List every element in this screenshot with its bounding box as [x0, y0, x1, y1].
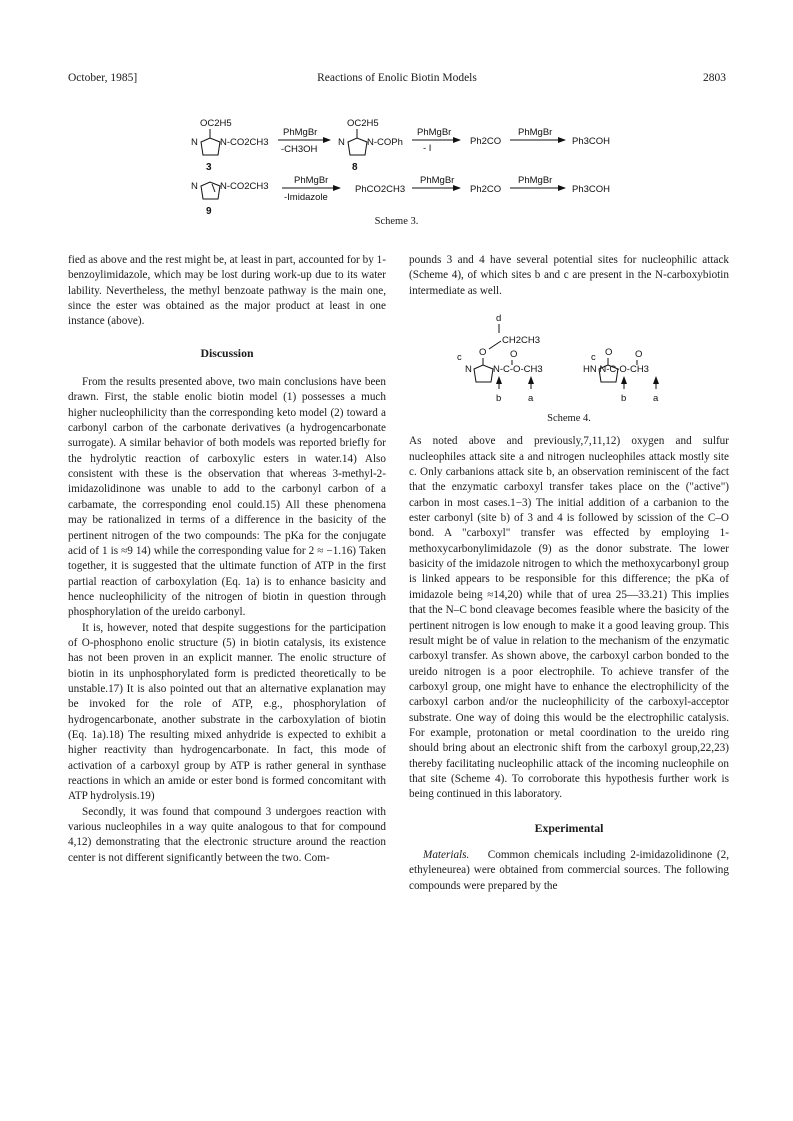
cmpd3-number: 3 — [206, 162, 212, 173]
left-column — [68, 253, 386, 866]
right-column — [409, 253, 729, 894]
site-label-a: a — [653, 393, 659, 405]
cmpd3-ring-substituent: N-CO2CH3 — [220, 137, 269, 148]
section-heading-experimental: Experimental — [534, 820, 604, 835]
svg-text:N: N — [191, 137, 198, 148]
left-ester-chain: N-C-O-CH3 — [493, 364, 543, 376]
product-label: Ph2CO — [470, 184, 502, 195]
paragraph: Secondly, it was found that compound 3 undergoes reaction with various nucleophiles in a way quite analogous to that for compound 4,12) demonstrating that the electronic structure around the reaction center is not different significantly between the two. Com- — [68, 805, 386, 864]
subsection-label: Materials. — [423, 848, 470, 861]
site-label-d: d — [496, 313, 502, 325]
ethyl-group: CH2CH3 — [502, 335, 541, 347]
product-label: Ph2CO — [470, 136, 502, 147]
right-ester-chain: HN N-C-O-CH3 — [583, 364, 649, 376]
svg-text:N: N — [338, 137, 345, 148]
site-label-c: c — [457, 352, 462, 364]
section-heading-discussion: Discussion — [200, 345, 254, 360]
paragraph-text: Common chemicals including 2-imidazolidinone (2, ethyleneurea) were obtained from commercial sources. The following compounds were prepared by the — [409, 848, 729, 892]
paragraph: From the results presented above, two main conclusions have been drawn. First, the stable enolic biotin model (1) possesses a much higher nucleophilicity than the corresponding keto model (2) toward a carbonyl carbon of the carbonate derivatives (a hydrogencarbonate surrogate). A similar behavior of both models was reported briefly for the hydrolytic reaction of carboxylic esters in water.14) Also consistent with these is the observation that whereas 3-methyl-2-imidazolidinone was unable to add to the carbonyl carbon of a carbamate, the corresponding enol could.15) All these phenomena may be rationalized in terms of a difference in the basicity of the pertinent nitrogen of the two compounds: The pKa for the conjugate acid of 1 is ≈9 14) while the corresponding value for 2 ≈ −1.16) Taken together, it is suggested that the ultimate function of ATP in the first partial reaction of carboxylation (Eq. 1a) is to enhance basicity and hence nucleophilicity of the nitrogen of biotin in question through phosphorylation of the ureido carbonyl. — [68, 376, 386, 619]
cmpd8-ring-substituent: N-COPh — [367, 137, 403, 148]
site-label-a: a — [528, 393, 534, 405]
paragraph: As noted above and previously,7,11,12) oxygen and sulfur nucleophiles attack site a and nitrogen nucleophiles attack mostly site c. Only carbanions attack site b, an observation reminiscent of the fact that the enzymatic carboxyl transfer takes place on the ("active") carbon in most cases.1−3) The initial addition of a carbanion to the ester carbonyl (site b) of 3 and 4 is followed by scission of the C–O bond. A "carboxyl" transfer was effected by employing 1-methoxycarbonylimidazole (9) as the donor substrate. The lower basicity of the imidazole nitrogen to which the methoxycarbonyl group is linked appears to be responsible for this difference; the pKa of imidazole being ≈14,20) while that of urea 25—33.21) This implies that the N–C bond cleavage becomes feasible where the basicity of the pertinent nitrogen is low enough to make it a good leaving group. This result might be of value in relation to the mechanism of the enzymatic carboxyl transfer. As shown above, the carboxyl carbon bonded to the ureido nitrogen is a poor electrophile. To achieve transfer of the carboxyl group, one might have to enhance the electrophilicity of the carboxyl carbon and/or the nucleophilicity of the carboxyl-acceptor substrate. One way of doing this would be the electrophilic catalysis. For example, protonation or metal coordination to the ureido ring should bring about an electronic shift from the carboxyl group,22,23) thereby facilitating nucleophilic attack of the incoming nucleophile on that site (Scheme 4). To corroborate this hypothesis further work is being continued in this laboratory. — [409, 435, 729, 801]
arrow-label: -CH3OH — [281, 144, 318, 155]
scheme-3-caption: Scheme 3. — [374, 216, 419, 227]
arrow-label: PhMgBr — [518, 175, 553, 186]
paragraph — [409, 848, 729, 894]
arrow-label: PhMgBr — [518, 127, 553, 138]
arrow-label: PhMgBr — [283, 127, 318, 138]
site-label-b: b — [496, 393, 502, 405]
arrow-label: PhMgBr — [417, 127, 452, 138]
paragraph: pounds 3 and 4 have several potential sites for nucleophilic attack (Scheme 4), of which sites b and c are present in the N-carboxybiotin intermediate as well. — [409, 254, 729, 297]
header-date: October, 1985] — [68, 72, 138, 84]
svg-text:N: N — [465, 364, 472, 376]
scheme-4-figure — [409, 305, 729, 415]
arrow-label: PhMgBr — [294, 175, 329, 186]
product-label: Ph3COH — [572, 136, 611, 147]
site-label-c: c — [591, 352, 596, 364]
svg-text:O: O — [635, 349, 643, 361]
cmpd8-number: 8 — [352, 162, 358, 173]
scheme-4-caption: Scheme 4. — [547, 413, 591, 425]
ether-oxygen: O — [479, 347, 487, 359]
product-label: PhCO2CH3 — [355, 184, 406, 195]
scheme-3-figure — [0, 100, 793, 235]
paragraph: fied as above and the rest might be, at least in part, accounted for by 1-benzoylimidazole, which may be lost during work-up due to its water lability. Nevertheless, the methyl benzoate pathway is the main one, since the ester was obtained as the major product at least in one instance (above). — [68, 254, 386, 328]
arrow-label: PhMgBr — [420, 175, 455, 186]
compound-8-structure — [338, 118, 403, 173]
svg-text:O: O — [605, 347, 613, 359]
header-page-number: 2803 — [703, 72, 726, 84]
compound-9-structure — [191, 181, 269, 217]
cmpd3-substituent: OC2H5 — [200, 118, 232, 129]
svg-text:O: O — [510, 349, 518, 361]
product-label: Ph3COH — [572, 184, 611, 195]
compound-3-structure — [191, 118, 269, 173]
arrow-label: - I — [423, 143, 432, 154]
svg-text:N: N — [191, 181, 198, 192]
paragraph: It is, however, noted that despite suggestions for the participation of O-phosphono enolic structure (5) in biotin catalysis, its existence has not been proven in an explicit manner. The enolic structure of biotin in its unphosphorylated form is predicted theoretically to be unstable.17) It is also pointed out that an alternative explanation may be invoked for the role of ATP, e.g., phosphorylation of hydrogencarbonate, another substrate in the carboxylation of biotin (Eq. 1a).18) The resulting mixed anhydride is expected to exhibit a higher reactivity than hydrogencarbonate. In fact, this mode of activation of a carboxyl group by ATP is rather general in synthase reactions in which an amide or ester bond is formed concomitant with ATP hydrolysis.19) — [68, 621, 386, 803]
cmpd8-substituent: OC2H5 — [347, 118, 379, 129]
running-header — [68, 72, 726, 88]
site-label-b: b — [621, 393, 627, 405]
arrow-label: -Imidazole — [284, 192, 328, 203]
header-title: Reactions of Enolic Biotin Models — [317, 72, 477, 84]
cmpd9-ring-substituent: N-CO2CH3 — [220, 181, 269, 192]
cmpd9-number: 9 — [206, 206, 212, 217]
